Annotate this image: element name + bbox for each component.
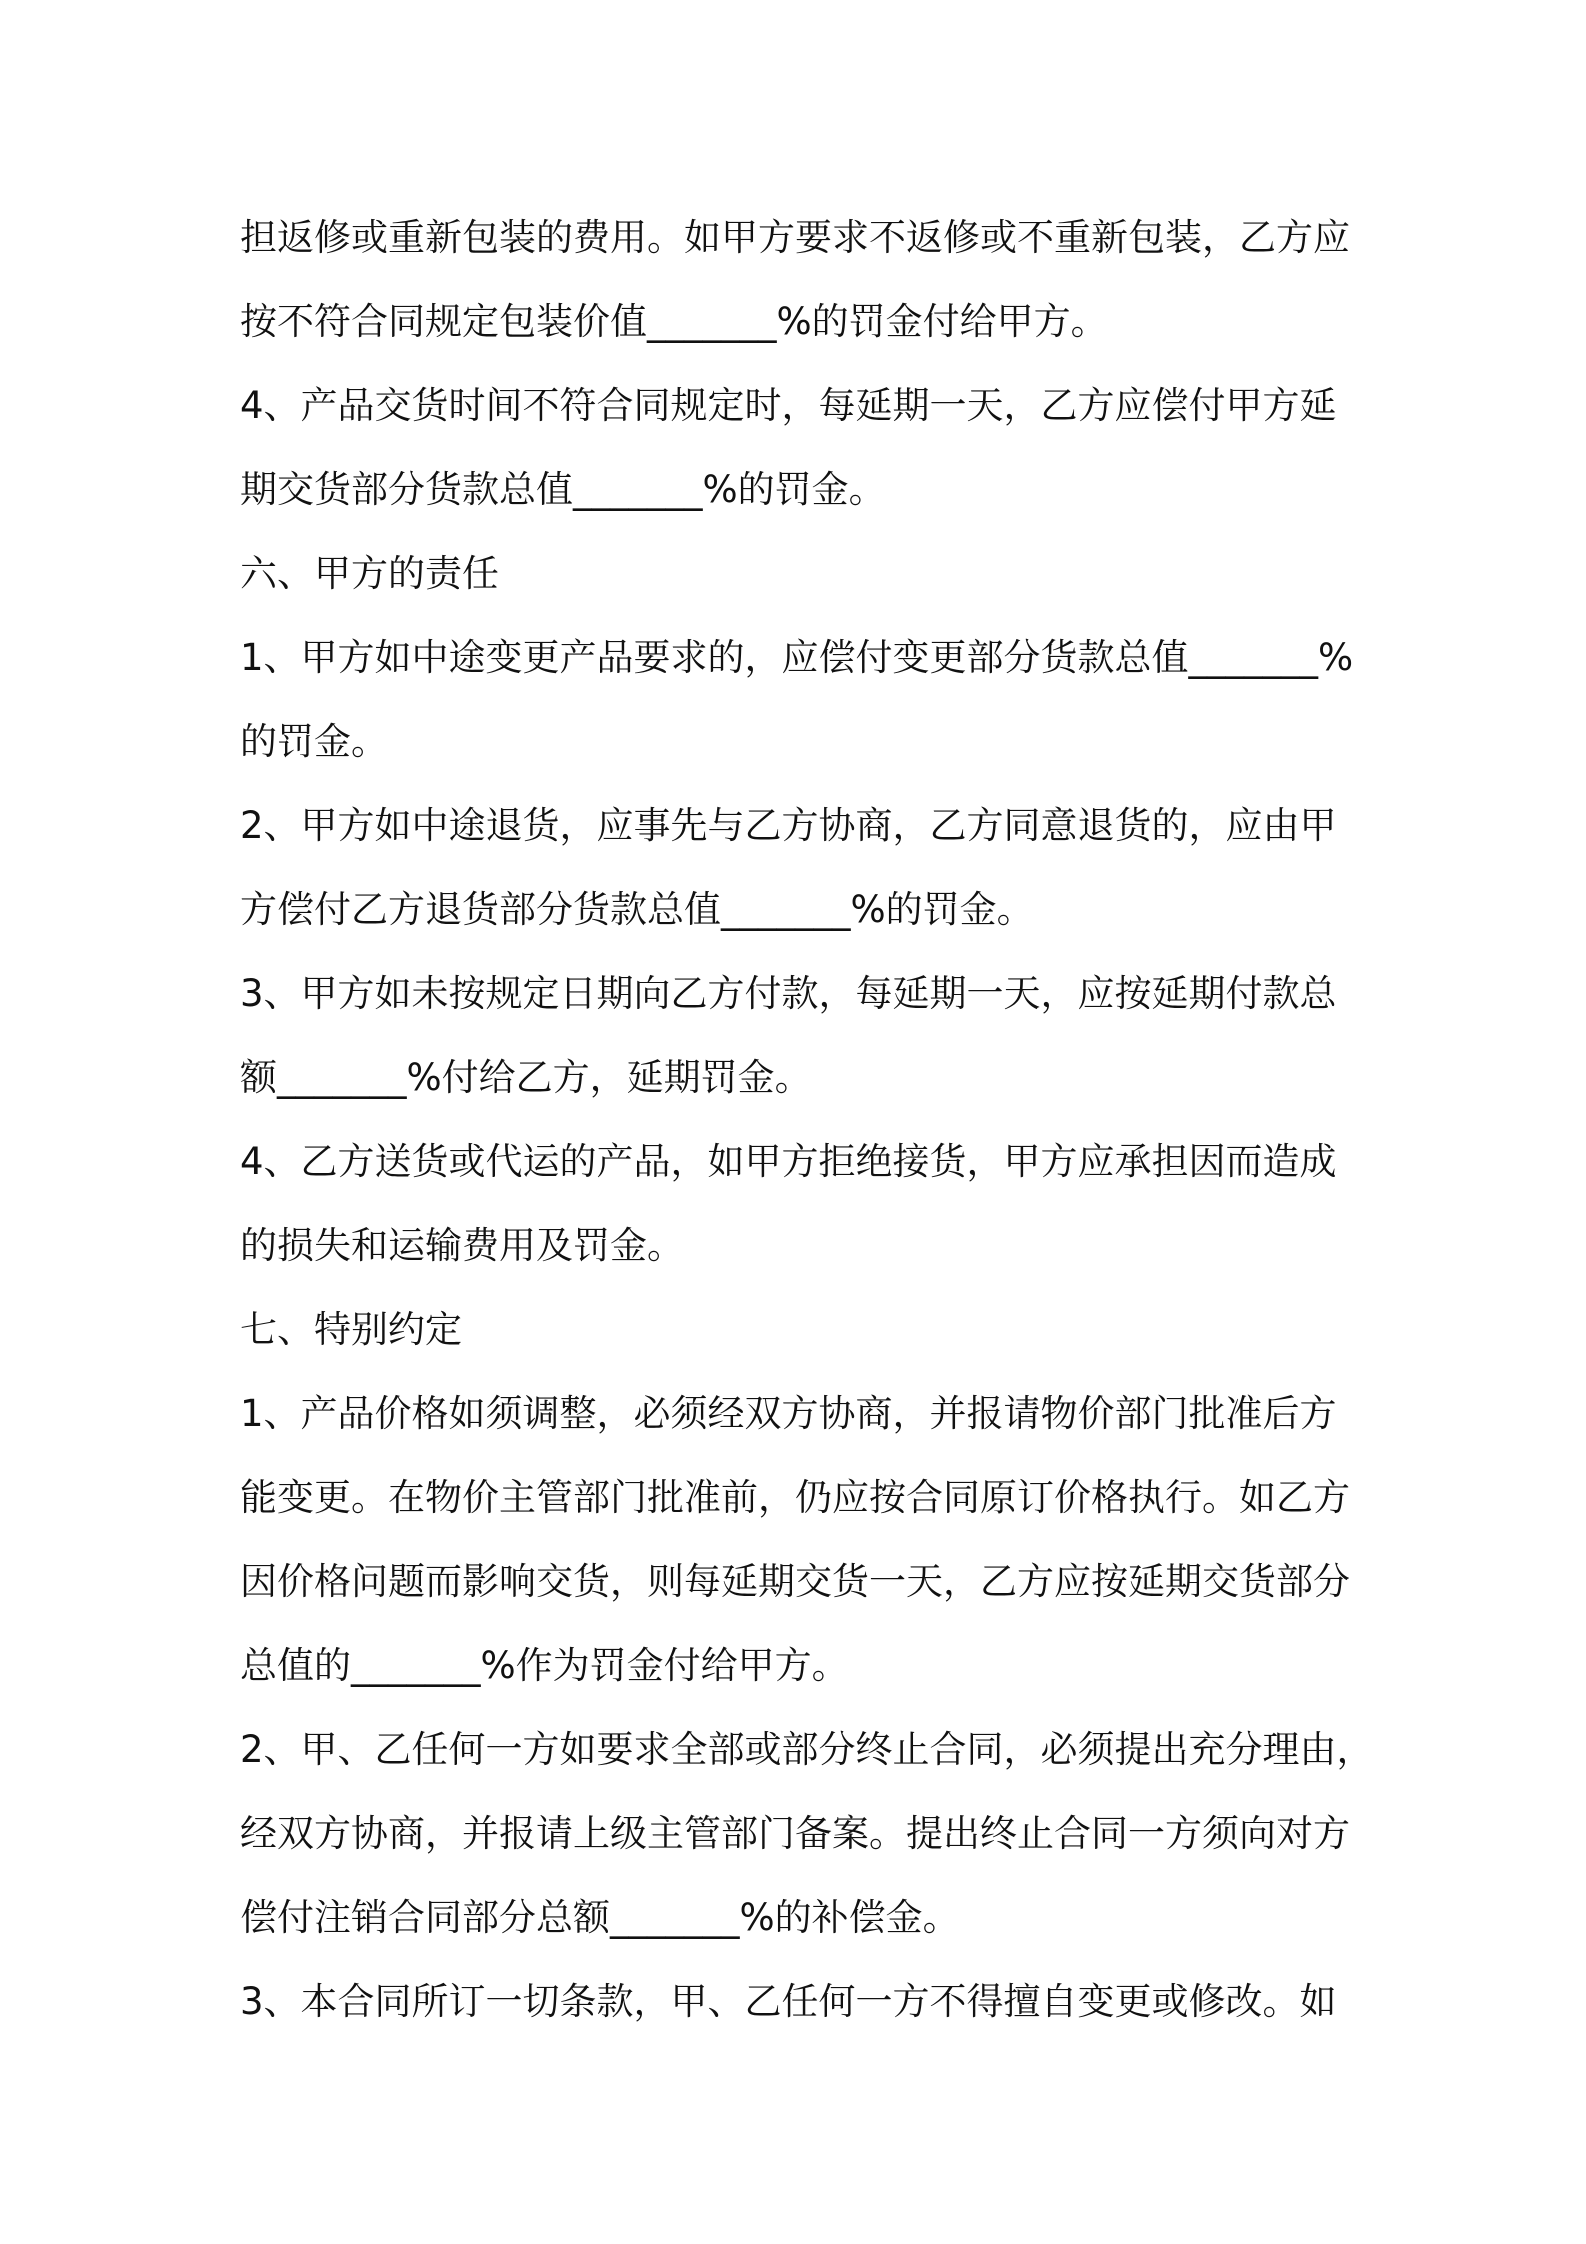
text-line: 2、甲方如中途退货，应事先与乙方协商，乙方同意退货的，应由甲 (240, 804, 1337, 847)
text-line: 的损失和运输费用及罚金。 (240, 1224, 684, 1267)
document-body (240, 196, 1374, 2044)
text-line: 因价格问题而影响交货，则每延期交货一天，乙方应按延期交货部分 (240, 1560, 1350, 1603)
text-line: 2、甲、乙任何一方如要求全部或部分终止合同，必须提出充分理由， (240, 1728, 1374, 1771)
text-line: 经双方协商，并报请上级主管部门备案。提出终止合同一方须向对方 (240, 1812, 1350, 1855)
text-line: 1、甲方如中途变更产品要求的，应偿付变更部分货款总值_______% (240, 636, 1354, 679)
text-line: 的罚金。 (240, 720, 388, 763)
text-line: 4、产品交货时间不符合同规定时，每延期一天，乙方应偿付甲方延 (240, 384, 1337, 427)
text-line: 按不符合同规定包装价值_______%的罚金付给甲方。 (240, 300, 1108, 343)
text-line: 期交货部分货款总值_______%的罚金。 (240, 468, 886, 511)
section-heading: 七、特别约定 (240, 1308, 462, 1351)
text-line: 偿付注销合同部分总额_______%的补偿金。 (240, 1896, 960, 1939)
text-line: 总值的_______%作为罚金付给甲方。 (240, 1644, 849, 1687)
text-line: 4、乙方送货或代运的产品，如甲方拒绝接货，甲方应承担因而造成 (240, 1140, 1337, 1183)
text-line: 1、产品价格如须调整，必须经双方协商，并报请物价部门批准后方 (240, 1392, 1337, 1435)
text-line: 能变更。在物价主管部门批准前，仍应按合同原订价格执行。如乙方 (240, 1476, 1350, 1519)
text-line: 担返修或重新包装的费用。如甲方要求不返修或不重新包装，乙方应 (240, 216, 1350, 259)
section-heading: 六、甲方的责任 (240, 552, 499, 595)
text-line: 方偿付乙方退货部分货款总值_______%的罚金。 (240, 888, 1034, 931)
text-line: 3、本合同所订一切条款，甲、乙任何一方不得擅自变更或修改。如 (240, 1980, 1337, 2023)
text-line: 额_______%付给乙方，延期罚金。 (240, 1056, 812, 1099)
text-line: 3、甲方如未按规定日期向乙方付款，每延期一天，应按延期付款总 (240, 972, 1337, 1015)
